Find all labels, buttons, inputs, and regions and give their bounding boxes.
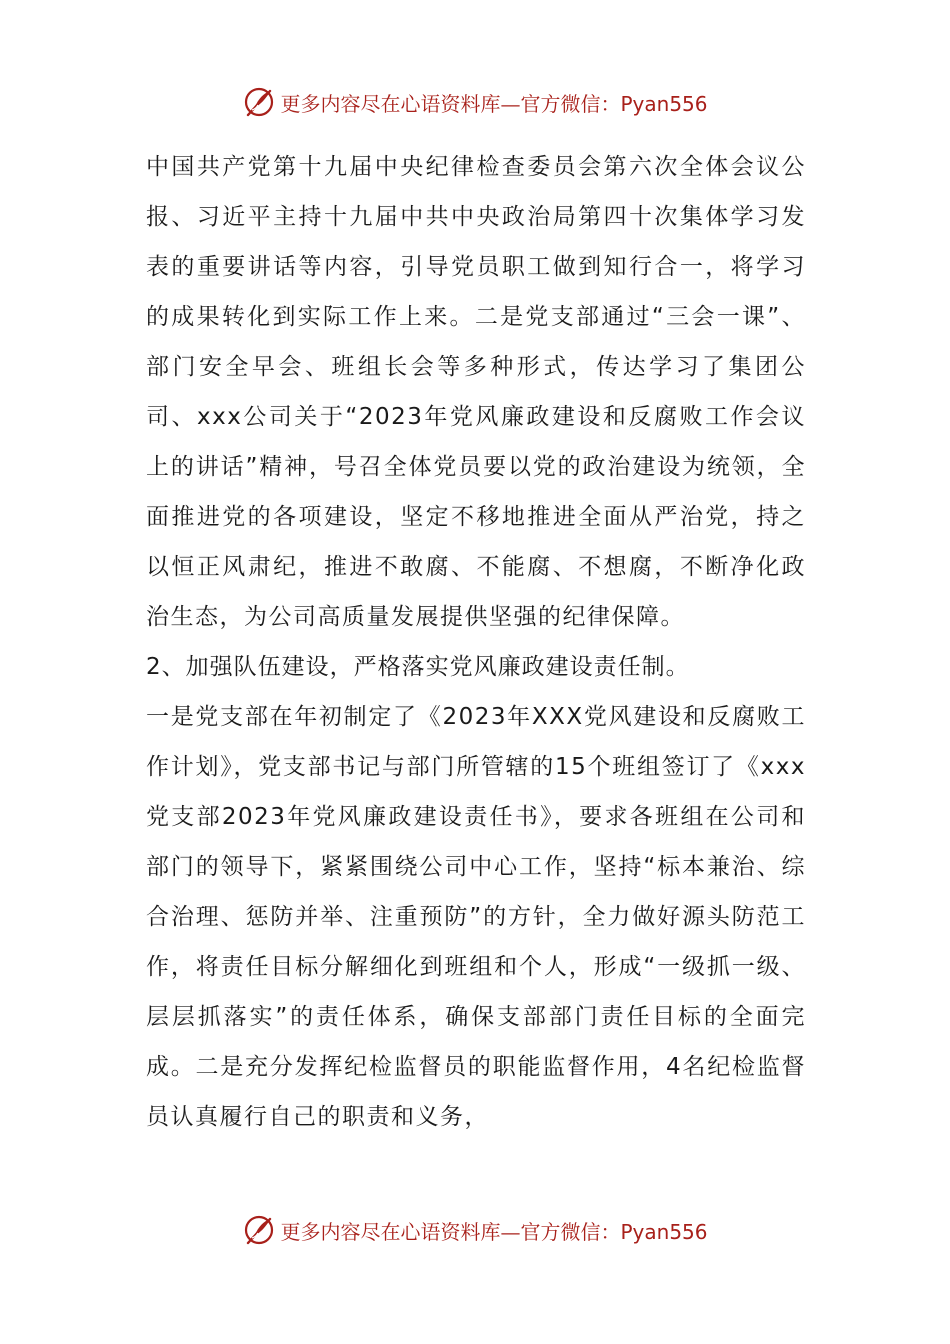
feather-pen-logo-icon	[242, 1213, 276, 1247]
feather-pen-logo-icon	[242, 85, 276, 119]
paragraph: 中国共产党第十九届中央纪律检查委员会第六次全体会议公报、习近平主持十九届中共中央政治局第四十次集体学习发表的重要讲话等内容，引导党员职工做到知行合一，将学习的成果转化到实际工作上来。二是党支部通过“三会一课”、部门安全早会、班组长会等多种形式，传达学习了集团公司、xxx公司关于“2023年党风廉政建设和反腐败工作会议上的讲话”精神，号召全体党员要以党的政治建设为统领，全面推进党的各项建设，坚定不移地推进全面从严治党，持之以恒正风肃纪，推进不敢腐、不能腐、不想腐，不断净化政治生态，为公司高质量发展提供坚强的纪律保障。	[146, 154, 806, 630]
banner-text	[280, 88, 707, 117]
header-banner	[0, 82, 950, 122]
paragraph: 一是党支部在年初制定了《2023年XXX党风建设和反腐败工作计划》，党支部书记与部门所管辖的15个班组签订了《xxx党支部2023年党风廉政建设责任书》，要求各班组在公司和部门的领导下，紧紧围绕公司中心工作，坚持“标本兼治、综合治理、惩防并举、注重预防”的方针，全力做好源头防范工作，将责任目标分解细化到班组和个人，形成“一级抓一级、层层抓落实”的责任体系，确保支部部门责任目标的全面完成。二是充分发挥纪检监督员的职能监督作用，4名纪检监督员认真履行自己的职责和义务，	[146, 704, 806, 1130]
banner-wechat-id: Pyan556	[620, 1219, 708, 1244]
banner-text	[280, 1216, 707, 1245]
footer-banner	[0, 1210, 950, 1250]
banner-label: 更多内容尽在心语资料库—官方微信：	[280, 1219, 621, 1244]
banner-label: 更多内容尽在心语资料库—官方微信：	[280, 91, 621, 116]
section-heading: 2、加强队伍建设，严格落实党风廉政建设责任制。	[146, 654, 690, 680]
document-body	[146, 142, 806, 1142]
banner-wechat-id: Pyan556	[620, 91, 708, 116]
